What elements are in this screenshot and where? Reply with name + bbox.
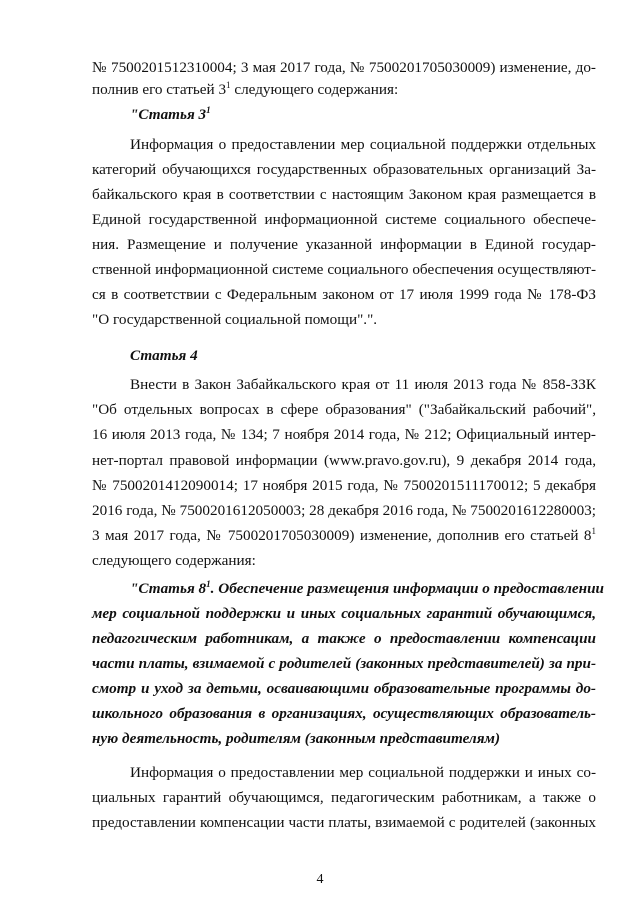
paragraph-line: циальных гарантий обучающимся, педагогическим работникам, а также о [92, 789, 596, 806]
paragraph-line: Информация о предоставлении мер социальной поддержки отдельных [130, 136, 596, 153]
paragraph-line: следующего содержания: [92, 552, 256, 569]
article-8-1-heading-line: мер социальной поддержки и иных социальных гарантий обучающимся, [92, 605, 596, 622]
article-3-1-heading: "Статья $3^1$ [130, 105, 211, 123]
paragraph-line: "Об отдельных вопросах в сфере образования" ("Забайкальский рабочий", [92, 401, 596, 418]
paragraph-line: 2016 года, № 7500201612050003; 28 декабря 2016 года, № 7500201612280003; [92, 502, 596, 519]
article-8-1-heading: "Статья $8^1$. Обеспечение размещения информации о предоставлении [130, 579, 604, 597]
article-8-1-heading-line: ную деятельность, родителям (законным представителям) [92, 730, 501, 747]
article-8-1-heading-line: педагогическим работникам, а также о предоставлении компенсации [92, 630, 596, 647]
article-8-1-heading-line: школьного образования в организациях, осуществляющих образователь- [92, 705, 596, 722]
paragraph-line: ственной информационной системе социального обеспечения осуществляют- [92, 261, 596, 278]
article-8-1-heading-line: смотр и уход за детьми, осваивающими образовательные программы до- [92, 680, 596, 697]
paragraph-line: Информация о предоставлении мер социальной поддержки и иных со- [130, 764, 596, 781]
article-8-1-heading-line: части платы, взимаемой с родителей (законных представителей) за при- [92, 655, 596, 672]
paragraph-line: Внести в Закон Забайкальского края от 11 июля 2013 года № 858-ЗЗК [130, 376, 596, 393]
paragraph-line: 16 июля 2013 года, № 134; 7 ноября 2014 года, № 212; Официальный интер- [92, 426, 596, 443]
paragraph-line: ния. Размещение и получение указанной информации в Единой государ- [92, 236, 596, 253]
paragraph-line: Единой государственной информационной системе социального обеспече- [92, 211, 596, 228]
page-number: 4 [316, 872, 324, 887]
paragraph-line: байкальского края в соответствии с настоящим Законом края размещается в [92, 186, 596, 203]
paragraph-line: категорий обучающихся государственных образовательных организаций За- [92, 161, 596, 178]
paragraph-line: ся в соответствии с Федеральным законом от 17 июля 1999 года № 178-ФЗ [92, 286, 596, 303]
text-line: № 7500201512310004; 3 мая 2017 года, № 7500201705030009) изменение, до- [92, 59, 596, 76]
paragraph-line: 3 мая 2017 года, № 7500201705030009) изменение, дополнив его статьей $8^1$ [92, 526, 596, 544]
paragraph-line: № 7500201412090014; 17 ноября 2015 года, № 7500201511170012; 5 декабря [92, 477, 596, 494]
paragraph-line: предоставлении компенсации части платы, взимаемой с родителей (законных [92, 814, 596, 831]
text-line: полнив его статьей $3^1$ следующего содержания: [92, 80, 399, 98]
paragraph-line: "О государственной социальной помощи".". [92, 311, 378, 328]
paragraph-line: нет-портал правовой информации (www.pravo.gov.ru), 9 декабря 2014 года, [92, 452, 596, 469]
article-4-heading: Статья 4 [130, 347, 198, 364]
